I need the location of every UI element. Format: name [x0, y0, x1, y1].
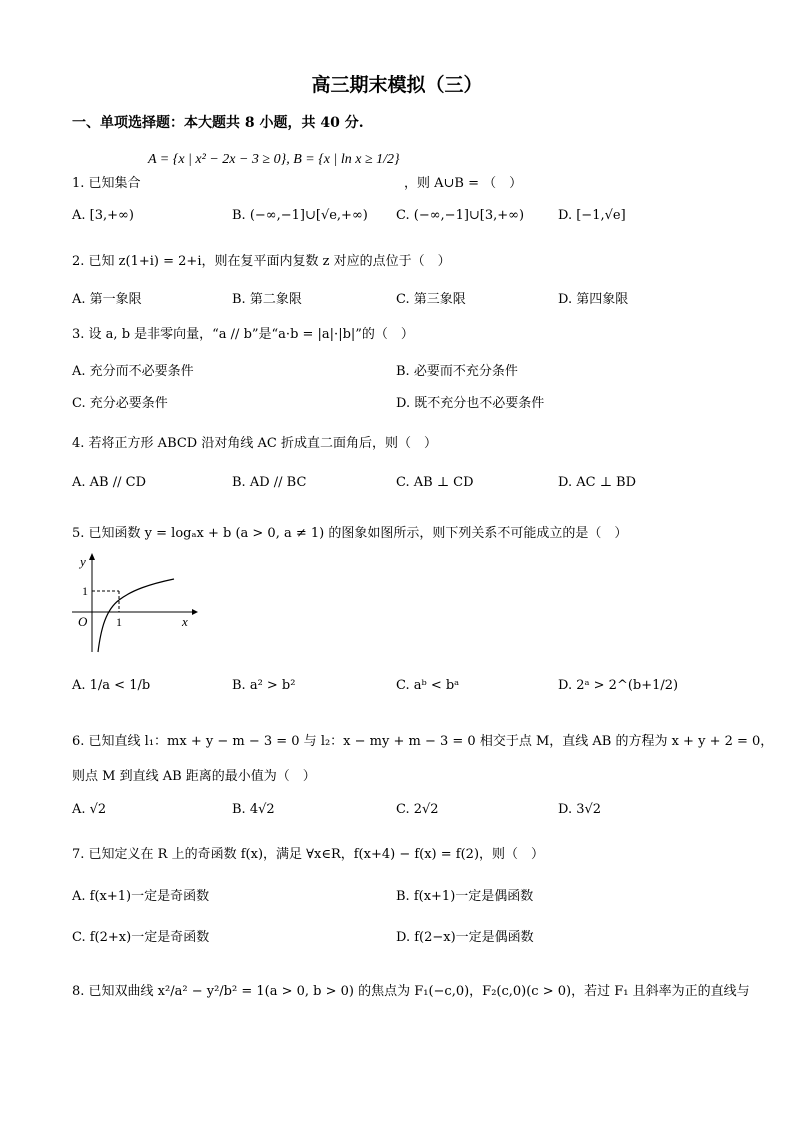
question-number: 2. — [72, 254, 85, 269]
question-number: 6. — [72, 734, 85, 749]
y-axis-label: y — [80, 554, 86, 569]
function-curve — [98, 579, 174, 652]
option-d: D. f(2−x)一定是偶函数 — [396, 930, 534, 945]
question-2 — [72, 250, 451, 269]
option-c: C. aᵇ < bᵃ — [396, 678, 460, 693]
x-axis-label: x — [182, 614, 188, 629]
question-number: 4. — [72, 436, 85, 451]
option-a: A. √2 — [72, 802, 107, 817]
x-tick-label: 1 — [116, 615, 122, 629]
question-number: 7. — [72, 847, 85, 862]
question-8 — [72, 980, 750, 999]
option-b: B. (−∞,−1]∪[√e,+∞) — [232, 208, 368, 223]
option-c: C. 2√2 — [396, 802, 439, 817]
question-number: 5. — [72, 526, 85, 541]
option-b: B. AD // BC — [232, 475, 307, 490]
page-title: 高三期末模拟（三） — [311, 74, 483, 96]
question-6-line-2: 则点 M 到直线 AB 距离的最小值为（ ） — [72, 769, 316, 784]
question-1-tail: ，则 A∪B = （ ） — [404, 176, 523, 191]
question-number: 3. — [72, 327, 85, 342]
option-d: D. 2ᵃ > 2^(b+1/2) — [558, 678, 679, 693]
question-text: 若将正方形 ABCD 沿对角线 AC 折成直二面角后，则（ ） — [88, 436, 437, 451]
option-b: B. a² > b² — [232, 678, 296, 693]
option-d: D. 第四象限 — [558, 292, 629, 307]
origin-label: O — [78, 614, 88, 629]
log-function-graph — [70, 548, 200, 656]
question-text: 已知 z(1+i) = 2+i，则在复平面内复数 z 对应的点位于（ ） — [88, 254, 451, 269]
option-a: A. f(x+1)一定是奇函数 — [72, 889, 210, 904]
option-b: B. f(x+1)一定是偶函数 — [396, 889, 534, 904]
question-number: 1. — [72, 176, 85, 191]
question-text: 已知定义在 R 上的奇函数 f(x)，满足 ∀x∈R，f(x+4) − f(x) = f(2)，则（ ） — [88, 847, 545, 862]
option-b: B. 4√2 — [232, 802, 275, 817]
option-d: D. 既不充分也不必要条件 — [396, 396, 545, 411]
section-heading: 一、单项选择题：本大题共 8 小题，共 40 分. — [72, 115, 364, 131]
question-text: 已知集合 — [88, 176, 141, 191]
option-a: A. [3,+∞) — [72, 208, 134, 223]
option-c: C. f(2+x)一定是奇函数 — [72, 930, 210, 945]
question-text: 设 a, b 是非零向量，“a // b”是“a·b = |a|·|b|”的（ ） — [88, 327, 414, 342]
y-tick-label: 1 — [82, 584, 88, 598]
question-4 — [72, 432, 437, 451]
question-6 — [72, 730, 773, 749]
option-a: A. 1/a < 1/b — [72, 678, 151, 693]
option-b: B. 第二象限 — [232, 292, 302, 307]
question-3 — [72, 323, 414, 342]
x-axis-arrow — [192, 609, 198, 615]
question-text: 已知双曲线 x²/a² − y²/b² = 1(a > 0, b > 0) 的焦点为 F₁(−c,0)，F₂(c,0)(c > 0)，若过 F₁ 且斜率为正的直线与 — [88, 984, 750, 999]
option-d: D. AC ⊥ BD — [558, 475, 637, 490]
option-c: C. (−∞,−1]∪[3,+∞) — [396, 208, 525, 223]
option-c: C. 第三象限 — [396, 292, 466, 307]
option-a: A. 充分而不必要条件 — [72, 364, 194, 379]
option-a: A. AB // CD — [72, 475, 146, 490]
question-number: 8. — [72, 984, 85, 999]
option-c: C. AB ⊥ CD — [396, 475, 474, 490]
option-b: B. 必要而不充分条件 — [396, 364, 518, 379]
option-c: C. 充分必要条件 — [72, 396, 168, 411]
question-5 — [72, 522, 627, 541]
option-a: A. 第一象限 — [72, 292, 142, 307]
question-text: 已知函数 y = logₐx + b (a > 0, a ≠ 1) 的图象如图所示，则下列关系不可能成立的是（ ） — [88, 526, 628, 541]
question-7 — [72, 843, 544, 862]
option-d: D. 3√2 — [558, 802, 602, 817]
question-1 — [72, 172, 141, 191]
question-text: 已知直线 l₁：mx + y − m − 3 = 0 与 l₂：x − my + m − 3 = 0 相交于点 M，直线 AB 的方程为 x + y + 2 = 0， — [88, 734, 774, 749]
y-axis-arrow — [89, 553, 95, 560]
option-d: D. [−1,√e] — [558, 208, 626, 223]
question-1-formula: A = {x | x² − 2x − 3 ≥ 0}, B = {x | ln x ≥ 1/2} — [148, 152, 400, 167]
